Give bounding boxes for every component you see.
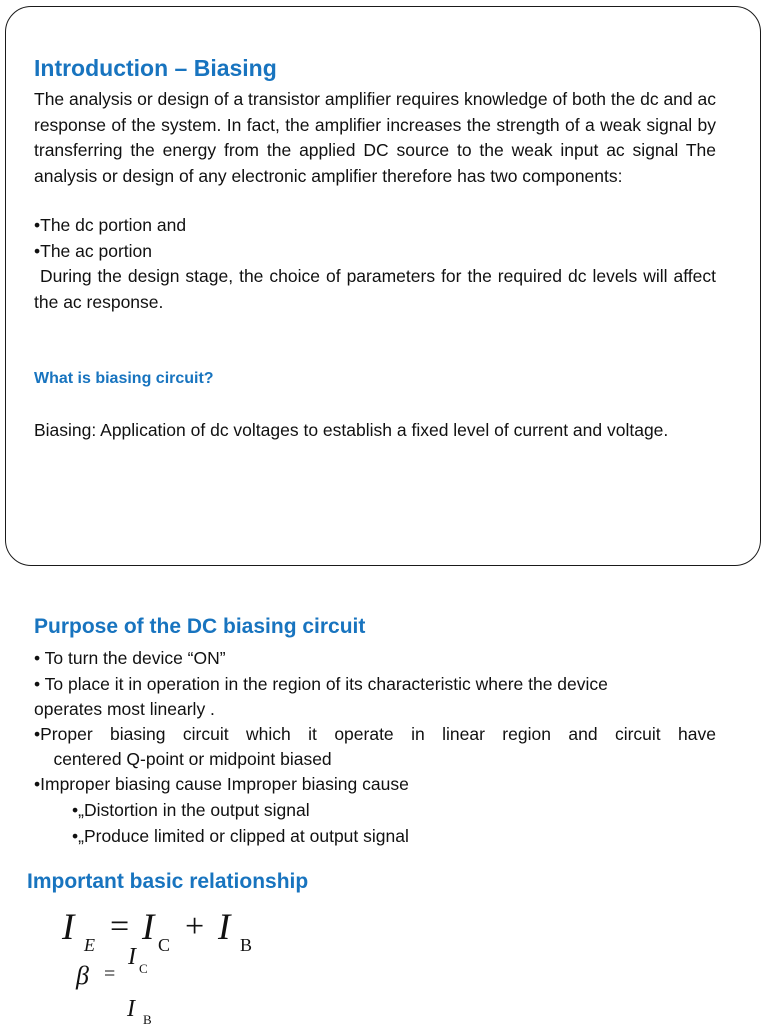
relationship-title: Important basic relationship (27, 870, 309, 893)
purpose-item-proper: •Proper biasing circuit which it operate in linear region and circuit have (34, 724, 716, 744)
eq2-equals: = (104, 963, 116, 985)
eq1-ie: I (62, 907, 75, 948)
purpose-item-operation: • To place it in operation in the region of its characteristic where the device (34, 674, 608, 694)
eq2-denominator: I (127, 996, 135, 1022)
eq1-ic: I (142, 907, 155, 948)
eq2-numerator: I (128, 944, 136, 970)
eq1-ib: I (218, 907, 231, 948)
purpose-item-operation-cont: operates most linearly . (34, 699, 215, 719)
intro-title: Introduction – Biasing (34, 55, 277, 81)
bullet-ac-portion: •The ac portion (34, 241, 152, 261)
purpose-title: Purpose of the DC biasing circuit (34, 615, 366, 638)
eq2-numerator-sub: C (139, 961, 148, 976)
purpose-subitem-clipped: •„Produce limited or clipped at output signal (72, 826, 409, 846)
bullet-dc-portion: •The dc portion and (34, 215, 187, 235)
eq1-plus: + (185, 908, 205, 945)
design-stage-paragraph: During the design stage, the choice of parameters for the required dc levels will affect the ac response. (34, 266, 721, 312)
purpose-subitem-distortion: •„Distortion in the output signal (72, 800, 310, 820)
purpose-item-proper-cont: centered Q-point or midpoint biased (34, 749, 332, 769)
intro-paragraph: The analysis or design of a transistor amplifier requires knowledge of both the dc and ac response of the system. In fact, the amplifier increases the strength of a weak signal by transferring the energy from the applied DC source to the weak input ac signal The analysis or design of any electronic amplifier therefore has two components: (34, 89, 716, 186)
eq2-beta: β (76, 961, 89, 990)
eq1-ie-sub: E (84, 935, 95, 955)
eq1-ib-sub: B (240, 935, 253, 955)
biasing-definition: Biasing: Application of dc voltages to establish a fixed level of current and voltage. (34, 420, 669, 440)
purpose-item-turn-on: • To turn the device “ON” (34, 648, 226, 668)
eq2-denominator-sub: B (143, 1012, 152, 1027)
eq1-ic-sub: C (158, 935, 171, 955)
eq1-equals: = (110, 908, 130, 945)
purpose-item-improper: •Improper biasing cause Improper biasing cause (34, 774, 409, 794)
biasing-question: What is biasing circuit? (34, 370, 214, 387)
